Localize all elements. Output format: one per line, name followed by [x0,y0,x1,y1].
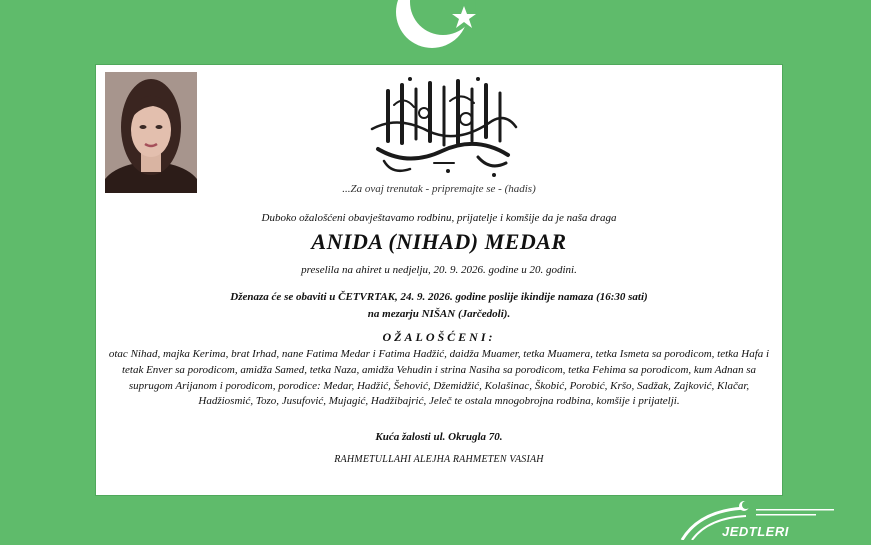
mourners-heading: OŽALOŠĆENI: [382,330,496,344]
passing-date-text: preselila na ahiret u nedjelju, 20. 9. 2026. godine u 20. godini. [301,264,577,276]
funeral-line-1: Dženaza će se obaviti u ČETVRTAK, 24. 9. 2026. godine poslije ikindije namaza (16:30 sati) [230,291,648,303]
portrait-photo [105,72,197,193]
crescent-star-icon [396,0,496,60]
house-of-mourning: Kuća žalosti ul. Okrugla 70. [375,431,503,443]
intro-text: Duboko ožalošćeni obavještavamo rodbinu, prijatelje i komšije da je naša draga [261,212,617,224]
arabic-calligraphy-icon [358,71,528,183]
funeral-info [96,289,782,323]
hadith-quote: ...Za ovaj trenutak - pripremajte se - (hadis) [342,183,536,195]
funeral-line-2: na mezarju NIŠAN (Jarčedoli). [367,308,511,320]
closing-prayer: RAHMETULLAHI ALEJHA RAHMETEN VASIAH [334,454,544,465]
obituary-card [95,64,783,496]
logo-text: JEDTLERI [722,524,789,539]
deceased-name: ANIDA (NIHAD) MEDAR [311,229,567,254]
mourners-list: otac Nihad, majka Kerima, brat Irhad, nane Fatima Medar i Fatima Hadžić, daidža Muamer, tetka Muamera, tetka Ismeta sa porodicom, tetka Hafa i tetak Enver sa porodicom, amidža Samed, tetka Naza, amidža Vehudin i strina Nasiha sa porodicom, tetka Fehima sa porodicom, kum Adnan sa suprugom Arijanom i porodicom, porodice: Medar, Hadžić, Šehović, Džemidžić, Kolašinac, Škobić, Porobić, Kršo, Sadžak, Zajković, Klačar, Hadžiosmić, Tozo, Jusufović, Mujagić, Hadžibajrić, Jeleč te ostala mnogobrojna rodbina, komšije i prijatelji. [108,348,770,408]
